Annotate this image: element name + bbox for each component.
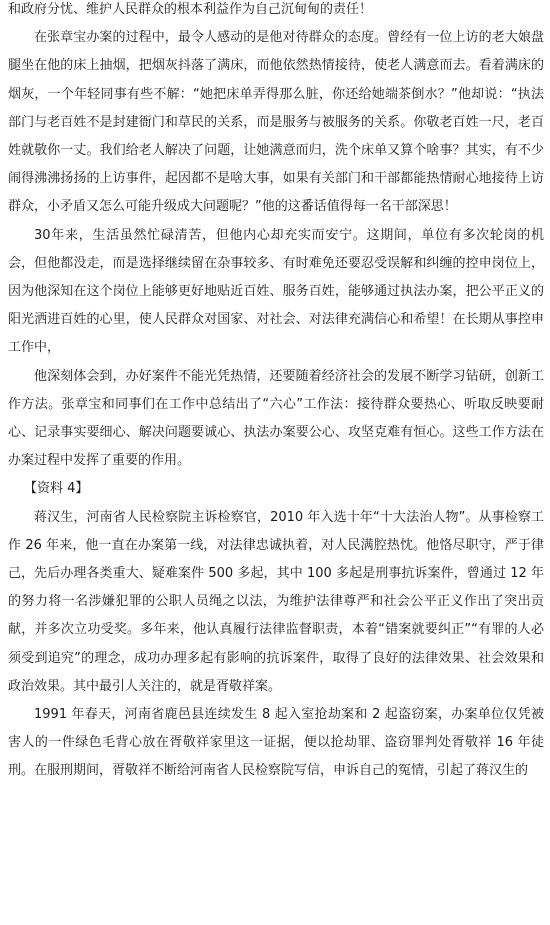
paragraph-6: 1991 年春天，河南省鹿邑县连续发生 8 起入室抢劫案和 2 起盗窃案，办案单位仅凭被害人的一件绿色毛背心放在胥敬祥家里这一证据，便以抢劫罪、盗窃罪判处胥敬祥 16 年徒刑。在服刑期间，胥敬祥不断给河南省人民检察院写信，申诉自己的冤情，引起了蒋汉生的 [8, 707, 544, 779]
paragraph-5: 蒋汉生，河南省人民检察院主诉检察官，2010 年入选十年“十大法治人物”。从事检察工作 26 年来，他一直在办案第一线，对法律忠诚执着，对人民满腔热忱。他恪尽职守，严于律己，先后办理各类重大、疑难案件 500 多起，其中 100 多起是刑事抗诉案件，曾通过 12 年的努力将一名涉嫌犯罪的公职人员绳之以法，为维护法律尊严和社会公平正义作出了突出贡献，并多次立功受奖。多年来，他认真履行法律监督职责，本着“错案就要纠正”“有罪的人必须受到追究”的理念，成功办理多起有影响的抗诉案件，取得了良好的法律效果、社会效果和政治效果。其中最引人关注的，就是胥敬祥案。 [8, 509, 544, 694]
section-heading: 【资料 4】 [24, 481, 89, 497]
paragraph-3: 30年来，生活虽然忙碌清苦，但他内心却充实而安宁。这期间，单位有多次轮岗的机会，但他都没走，而是选择继续留在杂事较多、有时难免还要忍受误解和纠缠的控申岗位上，因为他深知在这个岗位上能够更好地贴近百姓、服务百姓，能够通过执法办案，把公平正义的阳光洒进百姓的心里，使人民群众对国家、对社会、对法律充满信心和希望！在长期从事控申工作中， [8, 227, 544, 356]
paragraph-4: 他深刻体会到，办好案件不能光凭热情，还要随着经济社会的发展不断学习钻研，创新工作方法。张章宝和同事们在工作中总结出了“六心”工作法：接待群众要热心、听取反映要耐心、记录事实要细心、解决问题要诚心、执法办案要公心、攻坚克难有恒心。这些工作方法在办案过程中发挥了重要的作用。 [8, 368, 544, 469]
paragraph-2: 在张章宝办案的过程中，最令人感动的是他对待群众的态度。曾经有一位上访的老大娘盘腿坐在他的床上抽烟，把烟灰抖落了满床，而他依然热情接待，使老人满意而去。看着满床的烟灰，一个年轻同事有些不解：“她把床单弄得那么脏，你还给她端茶倒水？”他却说：“执法部门与老百姓不是封建衙门和草民的关系，而是服务与被服务的关系。你敬老百姓一尺，老百姓就敬你一丈。我们给老人解决了问题，让她满意而归，洗个床单又算个啥事？其实，有不少闹得沸沸扬扬的上访事件，起因都不是啥大事，如果有关部门和干部都能热情耐心地接待上访群众，小矛盾又怎么可能升级成大问题呢？”他的这番话值得每一名干部深思！ [8, 30, 544, 215]
paragraph-1: 和政府分忧、维护人民群众的根本利益作为自己沉甸甸的责任！ [8, 2, 373, 17]
